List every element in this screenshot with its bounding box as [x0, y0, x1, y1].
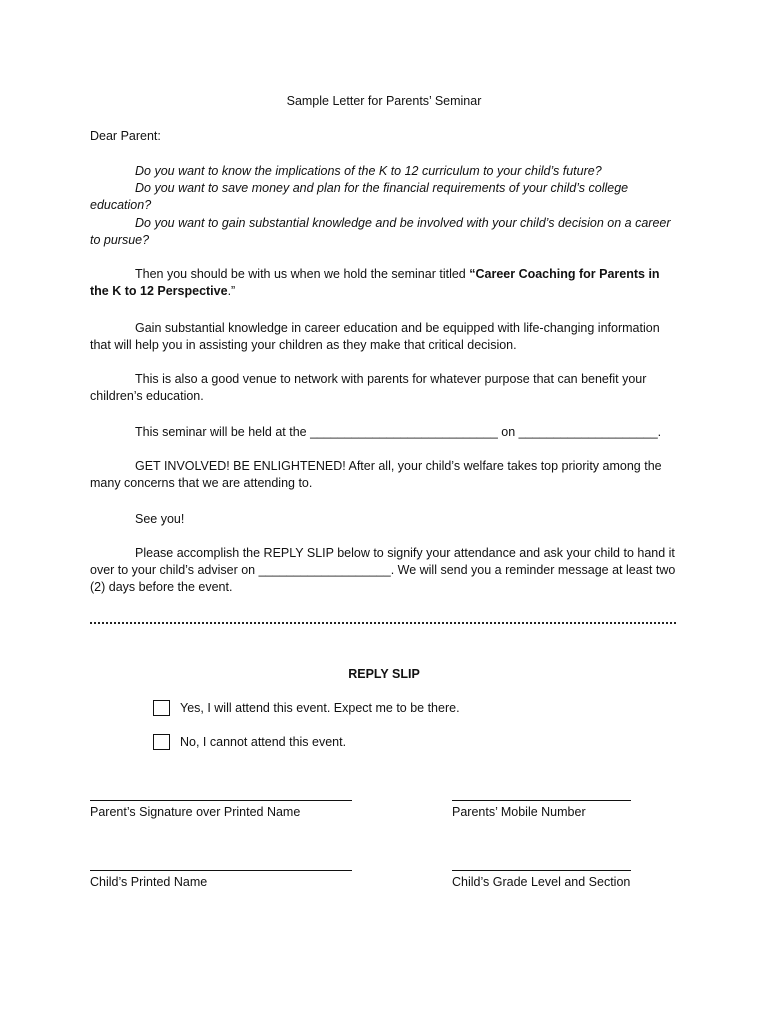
paragraph-get-involved: GET INVOLVED! BE ENLIGHTENED! After all, your child’s welfare takes top priority among the many concerns that we are attending to.: [90, 459, 662, 490]
checkbox-no[interactable]: [153, 734, 170, 750]
paragraph-venue: This seminar will be held at the ___________________________ on ____________________.: [135, 425, 662, 439]
option-yes-label: Yes, I will attend this event. Expect me to be there.: [180, 701, 460, 715]
letter-title: Sample Letter for Parents’ Seminar: [286, 94, 482, 108]
paragraph-network: This is also a good venue to network with parents for whatever purpose that can benefit your children’s education.: [90, 372, 647, 403]
paragraph-reply-instructions: Please accomplish the REPLY SLIP below to signify your attendance and ask your child to hand it over to your child’s adviser on ___________________. We will send you a reminder message at least two (2) days before the event.: [90, 546, 676, 594]
question-3: Do you want to gain substantial knowledge and be involved with your child’s decision on a career to pursue?: [90, 216, 671, 247]
option-no-label: No, I cannot attend this event.: [180, 735, 347, 749]
seminar-title: “Career Coaching for Parents in the K to 12 Perspective: [90, 267, 660, 298]
option-yes-row[interactable]: [153, 700, 460, 716]
parent-mobile-line[interactable]: [452, 800, 631, 801]
reply-slip-title: REPLY SLIP: [348, 667, 420, 681]
cut-line-divider: [90, 622, 676, 624]
option-no-row[interactable]: [153, 734, 346, 750]
seminar-intro: [90, 266, 680, 300]
child-name-label: Child’s Printed Name: [90, 875, 208, 889]
seminar-intro-end: .”: [227, 284, 236, 298]
parent-mobile-label: Parents’ Mobile Number: [452, 805, 586, 819]
question-2: Do you want to save money and plan for the financial requirements of your child’s college education?: [90, 181, 629, 212]
child-grade-line[interactable]: [452, 870, 631, 871]
paragraph-see-you: See you!: [135, 512, 185, 526]
parent-signature-line[interactable]: [90, 800, 352, 801]
child-grade-label: Child’s Grade Level and Section: [452, 875, 631, 889]
question-1: Do you want to know the implications of the K to 12 curriculum to your child’s future?: [135, 164, 602, 178]
seminar-intro-text: Then you should be with us when we hold the seminar titled: [135, 267, 470, 281]
child-name-line[interactable]: [90, 870, 352, 871]
paragraph-gain-knowledge: Gain substantial knowledge in career education and be equipped with life-changing information that will help you in assisting your children as they make that critical decision.: [90, 321, 660, 352]
checkbox-yes[interactable]: [153, 700, 170, 716]
salutation: Dear Parent:: [90, 129, 161, 143]
parent-signature-label: Parent’s Signature over Printed Name: [90, 805, 301, 819]
